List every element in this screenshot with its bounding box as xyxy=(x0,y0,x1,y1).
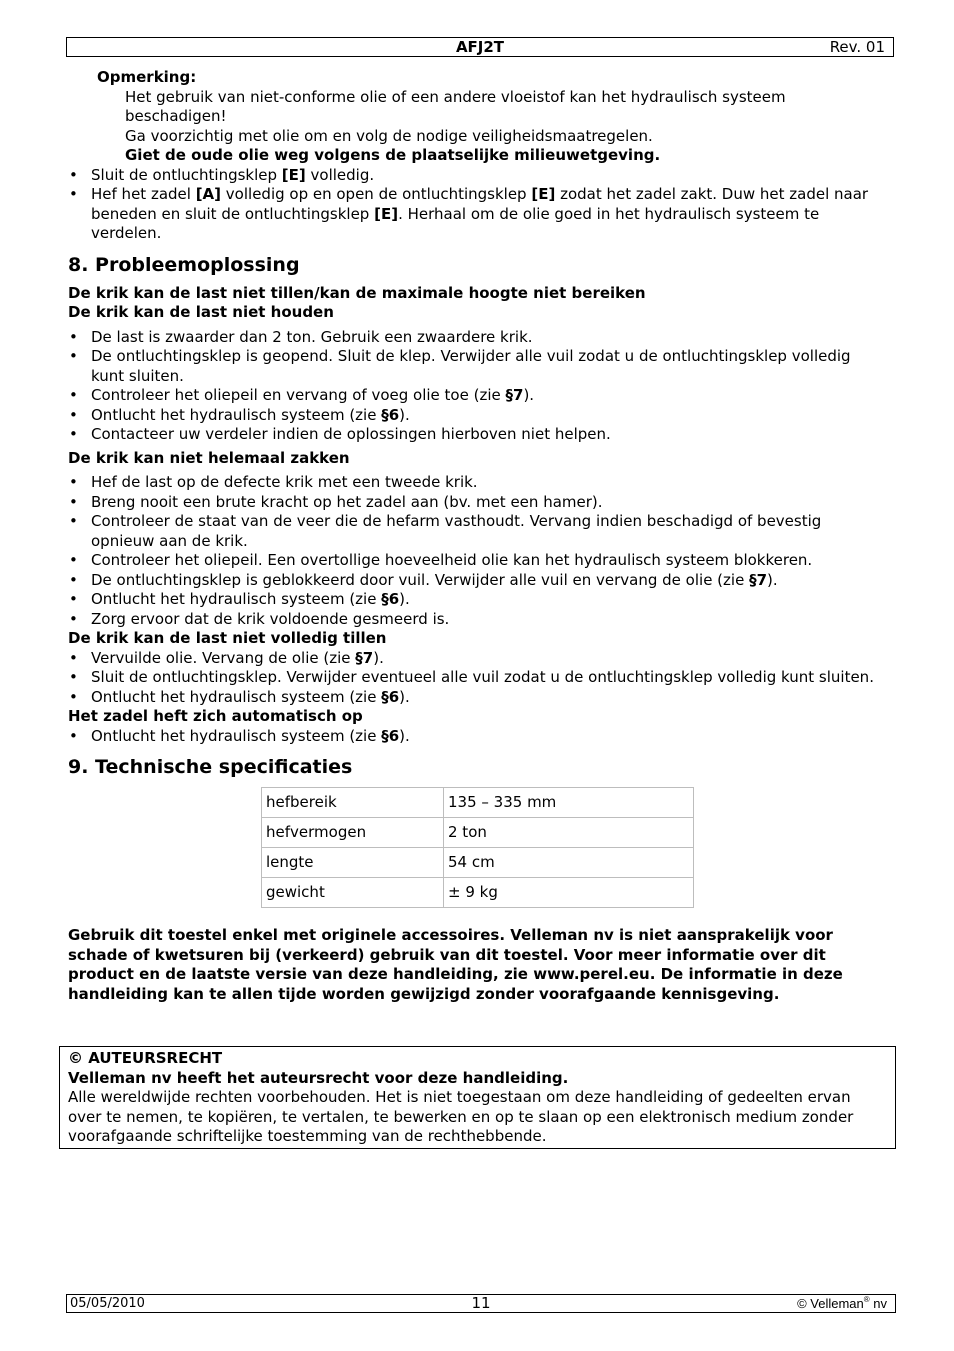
copyright-subtitle: Velleman nv heeft het auteursrecht voor deze handleiding. xyxy=(68,1068,569,1087)
spec-key: hefvermogen xyxy=(262,818,444,848)
table-row xyxy=(262,878,694,908)
page-content xyxy=(68,68,888,1004)
footer-brand: © Velleman® nv xyxy=(797,1295,887,1311)
list-item: • Sluit de ontluchtingsklep. Verwijder eventueel alle vuil zodat u de ontluchtingsklep volledig kunt sluiten. xyxy=(68,668,888,688)
page-footer xyxy=(66,1294,896,1313)
copyright-title: © AUTEURSRECHT xyxy=(68,1049,223,1067)
spec-value: ± 9 kg xyxy=(444,878,694,908)
subheading: De krik kan niet helemaal zakken xyxy=(68,448,350,467)
spec-table xyxy=(261,787,694,908)
table-row xyxy=(262,788,694,818)
troubleshoot-list xyxy=(68,328,888,445)
subheading: De krik kan de last niet tillen/kan de maximale hoogte niet bereiken xyxy=(68,283,646,302)
list-item: • De ontluchtingsklep is geopend. Sluit de klep. Verwijder alle vuil zodat u de ontluchtingsklep volledig kunt sluiten. xyxy=(68,347,888,386)
spec-value: 135 – 335 mm xyxy=(444,788,694,818)
list-item: • Controleer het oliepeil. Een overtollige hoeveelheid olie kan het hydraulisch systeem blokkeren. xyxy=(68,551,888,571)
list-item: • Ontlucht het hydraulisch systeem (zie §6). xyxy=(68,727,888,747)
disclaimer-text: Gebruik dit toestel enkel met originele accessoires. Velleman nv is niet aansprakelijk voor schade of kwetsuren bij (verkeerd) gebruik van dit toestel. Voor meer informatie over dit product en de laatste versie van deze handleiding, zie www.perel.eu. De informatie in deze handleiding kan te allen tijde worden gewijzigd zonder voorafgaande kennisgeving. xyxy=(68,926,843,1003)
list-item: • Hef het zadel [A] volledig op en open de ontluchtingsklep [E] zodat het zadel zakt. Duw het zadel naar beneden en sluit de ontluchtingsklep [E]. Herhaal om de olie goed in het hydraulisch systeem te verdelen. xyxy=(68,185,888,244)
list-item: • Controleer het oliepeil en vervang of voeg olie toe (zie §7). xyxy=(68,386,888,406)
footer-date: 05/05/2010 xyxy=(70,1296,145,1311)
list-item: • Hef de last op de defecte krik met een tweede krik. xyxy=(68,473,888,493)
spec-key: hefbereik xyxy=(262,788,444,818)
table-row xyxy=(262,818,694,848)
spec-value: 54 cm xyxy=(444,848,694,878)
list-item: • Contacteer uw verdeler indien de oplossingen hierboven niet helpen. xyxy=(68,425,888,445)
list-item: • Ontlucht het hydraulisch systeem (zie §6). xyxy=(68,406,888,426)
note-line: Ga voorzichtig met olie om en volg de nodige veiligheidsmaatregelen. xyxy=(125,126,653,145)
table-row xyxy=(262,848,694,878)
intro-list xyxy=(68,166,888,244)
spec-key: lengte xyxy=(262,848,444,878)
troubleshoot-list xyxy=(68,473,888,629)
troubleshoot-list xyxy=(68,649,888,708)
model-number: AFJ2T xyxy=(455,38,505,56)
page-header xyxy=(66,37,894,57)
list-item: • Ontlucht het hydraulisch systeem (zie §6). xyxy=(68,590,888,610)
copyright-box xyxy=(59,1046,896,1149)
note-title: Opmerking: xyxy=(97,68,197,86)
page-number: 11 xyxy=(471,1294,491,1312)
spec-value: 2 ton xyxy=(444,818,694,848)
list-item: • Zorg ervoor dat de krik voldoende gesmeerd is. xyxy=(68,610,888,630)
subheading: Het zadel heft zich automatisch op xyxy=(68,707,363,725)
subheading: De krik kan de last niet volledig tillen xyxy=(68,629,387,647)
subheading: De krik kan de last niet houden xyxy=(68,303,334,321)
list-item: • Controleer de staat van de veer die de hefarm vasthoudt. Vervang indien beschadigd of bevestig opnieuw aan de krik. xyxy=(68,512,888,551)
list-item: • Sluit de ontluchtingsklep [E] volledig. xyxy=(68,166,888,186)
list-item: • Ontlucht het hydraulisch systeem (zie §6). xyxy=(68,688,888,708)
list-item: • Vervuilde olie. Vervang de olie (zie §7). xyxy=(68,649,888,669)
section-title: 8. Probleemoplossing xyxy=(68,253,300,276)
troubleshoot-list xyxy=(68,727,888,747)
list-item: • De ontluchtingsklep is geblokkeerd door vuil. Verwijder alle vuil en vervang de olie (zie §7). xyxy=(68,571,888,591)
note-line-bold: Giet de oude olie weg volgens de plaatselijke milieuwetgeving. xyxy=(125,146,661,164)
spec-key: gewicht xyxy=(262,878,444,908)
section-title: 9. Technische specificaties xyxy=(68,756,353,778)
note-line: Het gebruik van niet-conforme olie of een andere vloeistof kan het hydraulisch systeem beschadigen! xyxy=(125,87,786,125)
revision-label: Rev. 01 xyxy=(829,38,885,56)
note-block xyxy=(97,68,888,166)
copyright-body: Alle wereldwijde rechten voorbehouden. Het is niet toegestaan om deze handleiding of gedeelten ervan over te nemen, te kopiëren, te vertalen, te bewerken en op te slaan op een elektronisch medium zonder voorafgaande schriftelijke toestemming van de rechthebbende. xyxy=(68,1088,854,1145)
list-item: • Breng nooit een brute kracht op het zadel aan (bv. met een hamer). xyxy=(68,493,888,513)
list-item: • De last is zwaarder dan 2 ton. Gebruik een zwaardere krik. xyxy=(68,328,888,348)
